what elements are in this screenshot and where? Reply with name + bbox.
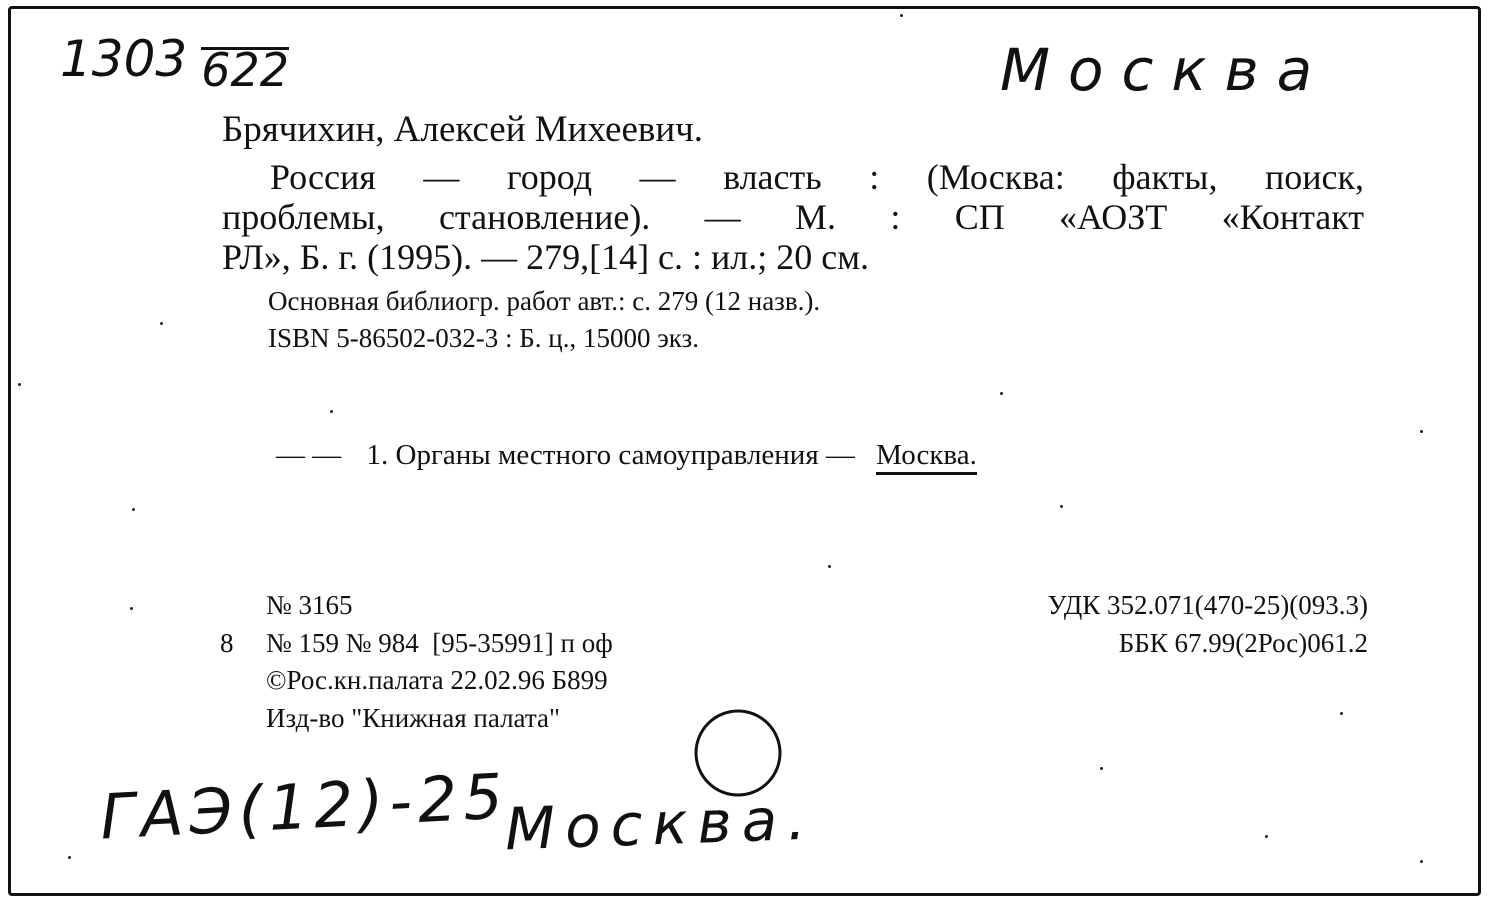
scan-speck: [68, 856, 71, 859]
card-number: № 3165: [266, 590, 353, 620]
scan-speck: [900, 14, 903, 17]
scan-speck: [1420, 860, 1423, 863]
subject-dashes: — —: [276, 439, 342, 471]
scan-speck: [1420, 430, 1423, 433]
scan-speck: [330, 410, 333, 413]
handwritten-number: 1303: [60, 30, 188, 88]
handwritten-sub-number: 622: [201, 43, 290, 97]
scan-speck: [130, 607, 133, 610]
scan-speck: [1340, 712, 1343, 715]
title-block: [222, 156, 1364, 278]
scan-speck: [1060, 505, 1063, 508]
title-line-3: РЛ», Б. г. (1995). — 279,[14] с. : ил.; 20 см.: [222, 237, 870, 277]
isbn-line: ISBN 5-86502-032-3 : Б. ц., 15000 экз.: [268, 323, 699, 353]
handwritten-code-bottom: ГАЭ(12)-25: [98, 759, 511, 854]
handwritten-shelf-number: [60, 30, 290, 97]
bibliography-note: Основная библиогр. работ авт.: с. 279 (12 назв.).: [268, 286, 821, 316]
scan-speck: [1000, 392, 1003, 395]
scan-speck: [1100, 767, 1103, 770]
subject-heading: [276, 438, 977, 475]
scan-speck: [18, 383, 21, 386]
bbk-code: ББК 67.99(2Рос)061.2: [1118, 628, 1368, 658]
scan-speck: [132, 508, 135, 511]
scan-speck: [1265, 835, 1268, 838]
prefix-digit: 8: [220, 628, 234, 658]
author-heading: Брячихин, Алексей Михеевич.: [222, 109, 704, 150]
hand-drawn-circle: [690, 703, 790, 803]
title-line-1: Россия — город — власть : (Москва: факты, поиск,: [270, 157, 1364, 197]
handwritten-city-bottom: Москва.: [503, 784, 817, 864]
handwritten-city-top: Москва: [1000, 36, 1331, 104]
publisher-line: Изд-во "Книжная палата": [266, 703, 560, 733]
copyright-line: ©Рос.кн.палата 22.02.96 Б899: [266, 665, 608, 695]
title-line-2: проблемы, становление). — М. : СП «АОЗТ «Контакт: [222, 197, 1364, 237]
ids-line: № 159 № 984 [95-35991] п оф: [266, 628, 613, 658]
subject-text: 1. Органы местного самоуправления —: [366, 439, 855, 471]
udk-code: УДК 352.071(470-25)(093.3): [1047, 590, 1368, 620]
scan-speck: [828, 565, 831, 568]
scan-speck: [160, 322, 163, 325]
subject-place-underlined: Москва.: [876, 438, 977, 475]
